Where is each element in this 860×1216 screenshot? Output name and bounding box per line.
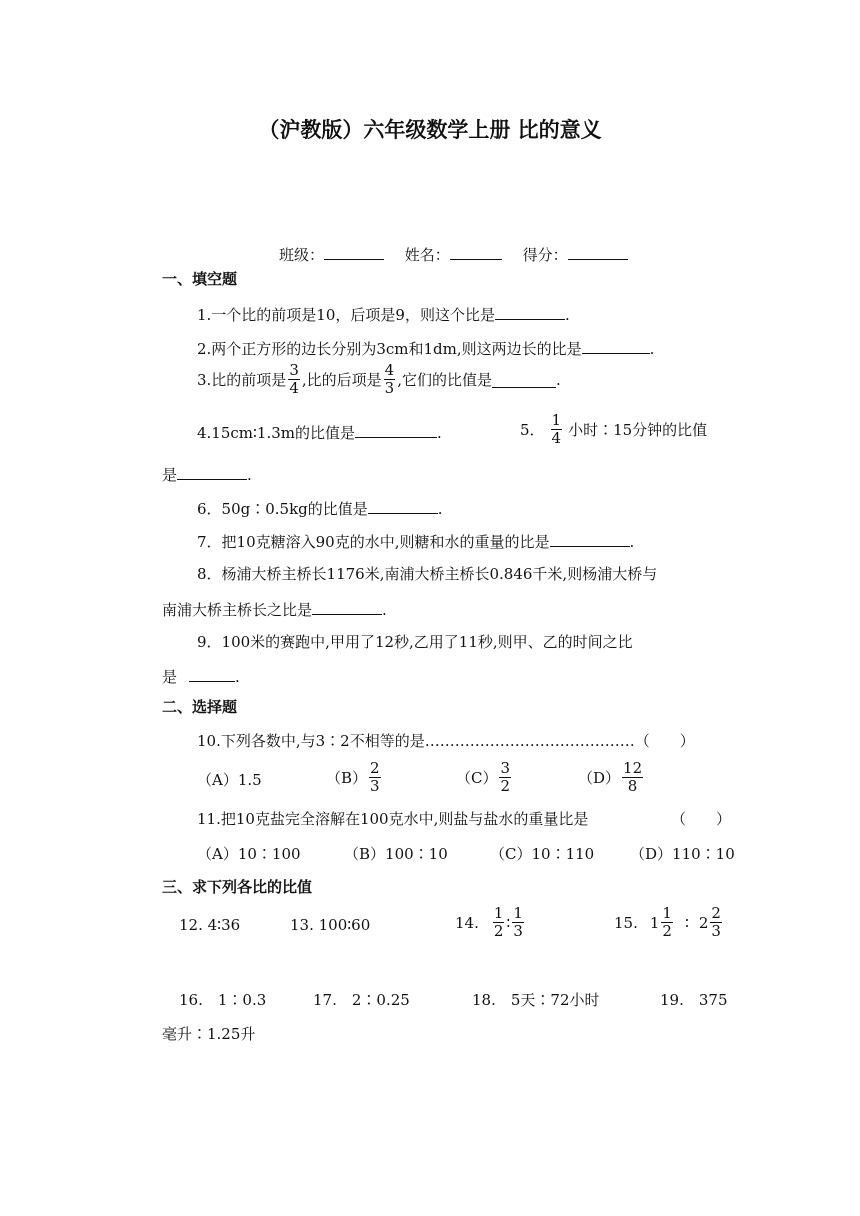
fraction: $\frac{3}{2}$ — [500, 759, 511, 795]
fraction: $\frac{12}{8}$ — [623, 759, 643, 795]
answer-blank[interactable] — [495, 303, 565, 320]
question-11: 11.把10克盐完全溶解在100克水中,则盐与盐水的重量比是 — [197, 810, 589, 828]
question-19: 19. 375 — [660, 991, 728, 1009]
answer-blank[interactable] — [355, 421, 437, 438]
question-11-paren: （ ） — [671, 810, 732, 828]
class-blank[interactable] — [324, 243, 384, 260]
question-16: 16. 1∶0.3 — [179, 991, 267, 1009]
fraction: $\frac{2}{3}$ — [370, 759, 380, 795]
question-11-option-d[interactable]: （D）110∶10 — [630, 845, 735, 863]
question-10-option-d[interactable]: （D） $\frac{12}{8}$ — [578, 759, 643, 795]
question-12: 12. 4∶36 — [179, 916, 241, 934]
fraction: $\frac{4}{3}$ — [384, 361, 395, 397]
answer-blank[interactable] — [582, 337, 650, 354]
question-4: 4.15cm∶1.3m的比值是 . — [197, 421, 442, 443]
answer-blank[interactable] — [368, 497, 438, 514]
question-11-option-c[interactable]: （C）10∶110 — [490, 845, 595, 863]
name-label: 姓名： — [404, 246, 450, 264]
question-19-continued: 毫升∶1.25升 — [162, 1025, 256, 1043]
section-choice-heading: 二、选择题 — [162, 698, 238, 716]
name-blank[interactable] — [450, 243, 502, 260]
question-11-option-b[interactable]: （B）100∶10 — [344, 845, 448, 863]
section-fill-blank-heading: 一、填空题 — [162, 270, 238, 288]
question-17: 17. 2∶0.25 — [313, 991, 410, 1009]
fraction: $\frac{2}{3}$ — [711, 904, 721, 940]
question-9: 9．100米的赛跑中,甲用了12秒,乙用了11秒,则甲、乙的时间之比 — [197, 633, 633, 651]
question-9-continued: 是 . — [162, 665, 240, 687]
student-info-row — [279, 243, 628, 265]
answer-blank[interactable] — [177, 463, 247, 480]
question-10-option-b[interactable]: （B） $\frac{2}{3}$ — [326, 759, 380, 795]
score-blank[interactable] — [568, 243, 628, 260]
question-2: 2.两个正方形的边长分别为3cm和1dm,则这两边长的比是 . — [197, 337, 654, 359]
question-5: 5． $\frac{1}{4}$ 小时∶15分钟的比值 — [520, 411, 708, 447]
question-18: 18. 5天∶72小时 — [472, 991, 600, 1009]
question-10-option-c[interactable]: （C） $\frac{3}{2}$ — [456, 759, 511, 795]
question-11-option-a[interactable]: （A）10∶100 — [197, 845, 301, 863]
page-title: （沪教版）六年级数学上册 比的意义 — [258, 118, 602, 142]
section-ratio-value-heading: 三、求下列各比的比值 — [162, 878, 313, 896]
question-10-option-a[interactable]: （A）1.5 — [197, 771, 262, 789]
question-7: 7．把10克糖溶入90克的水中,则糖和水的重量的比是 . — [197, 530, 634, 552]
fraction: $\frac{1}{4}$ — [551, 411, 562, 447]
question-8-continued: 南浦大桥主桥长之比是 . — [162, 598, 387, 620]
question-13: 13. 100∶60 — [290, 916, 371, 934]
fraction: $\frac{1}{2}$ — [662, 904, 672, 940]
fraction: $\frac{3}{4}$ — [289, 361, 299, 397]
question-14: 14. $\frac{1}{2}$ ∶ $\frac{1}{3}$ — [455, 904, 523, 940]
question-1: 1.一个比的前项是10，后项是9，则这个比是 . — [197, 303, 570, 325]
class-label: 班级： — [279, 246, 325, 264]
answer-blank[interactable] — [189, 665, 235, 682]
question-10: 10.下列各数中,与3∶2不相等的是……………………………………（ ） — [197, 732, 695, 750]
answer-blank[interactable] — [550, 530, 630, 547]
question-8: 8．杨浦大桥主桥长1176米,南浦大桥主桥长0.846千米,则杨浦大桥与 — [197, 565, 658, 583]
answer-blank[interactable] — [492, 371, 556, 388]
fraction: $\frac{1}{3}$ — [513, 904, 523, 940]
question-5-continued: 是 . — [162, 463, 252, 485]
fraction: $\frac{1}{2}$ — [493, 904, 504, 940]
question-15: 15. 1 $\frac{1}{2}$ ∶ 2 $\frac{2}{3}$ — [614, 904, 721, 940]
answer-blank[interactable] — [312, 598, 382, 615]
question-6: 6．50g∶0.5kg的比值是 . — [197, 497, 443, 519]
question-3: 3.比的前项是 $\frac{3}{4}$ ,比的后项是 $\frac{4}{3}$ ,它们的比值是 . — [197, 361, 561, 397]
score-label: 得分： — [522, 246, 568, 264]
